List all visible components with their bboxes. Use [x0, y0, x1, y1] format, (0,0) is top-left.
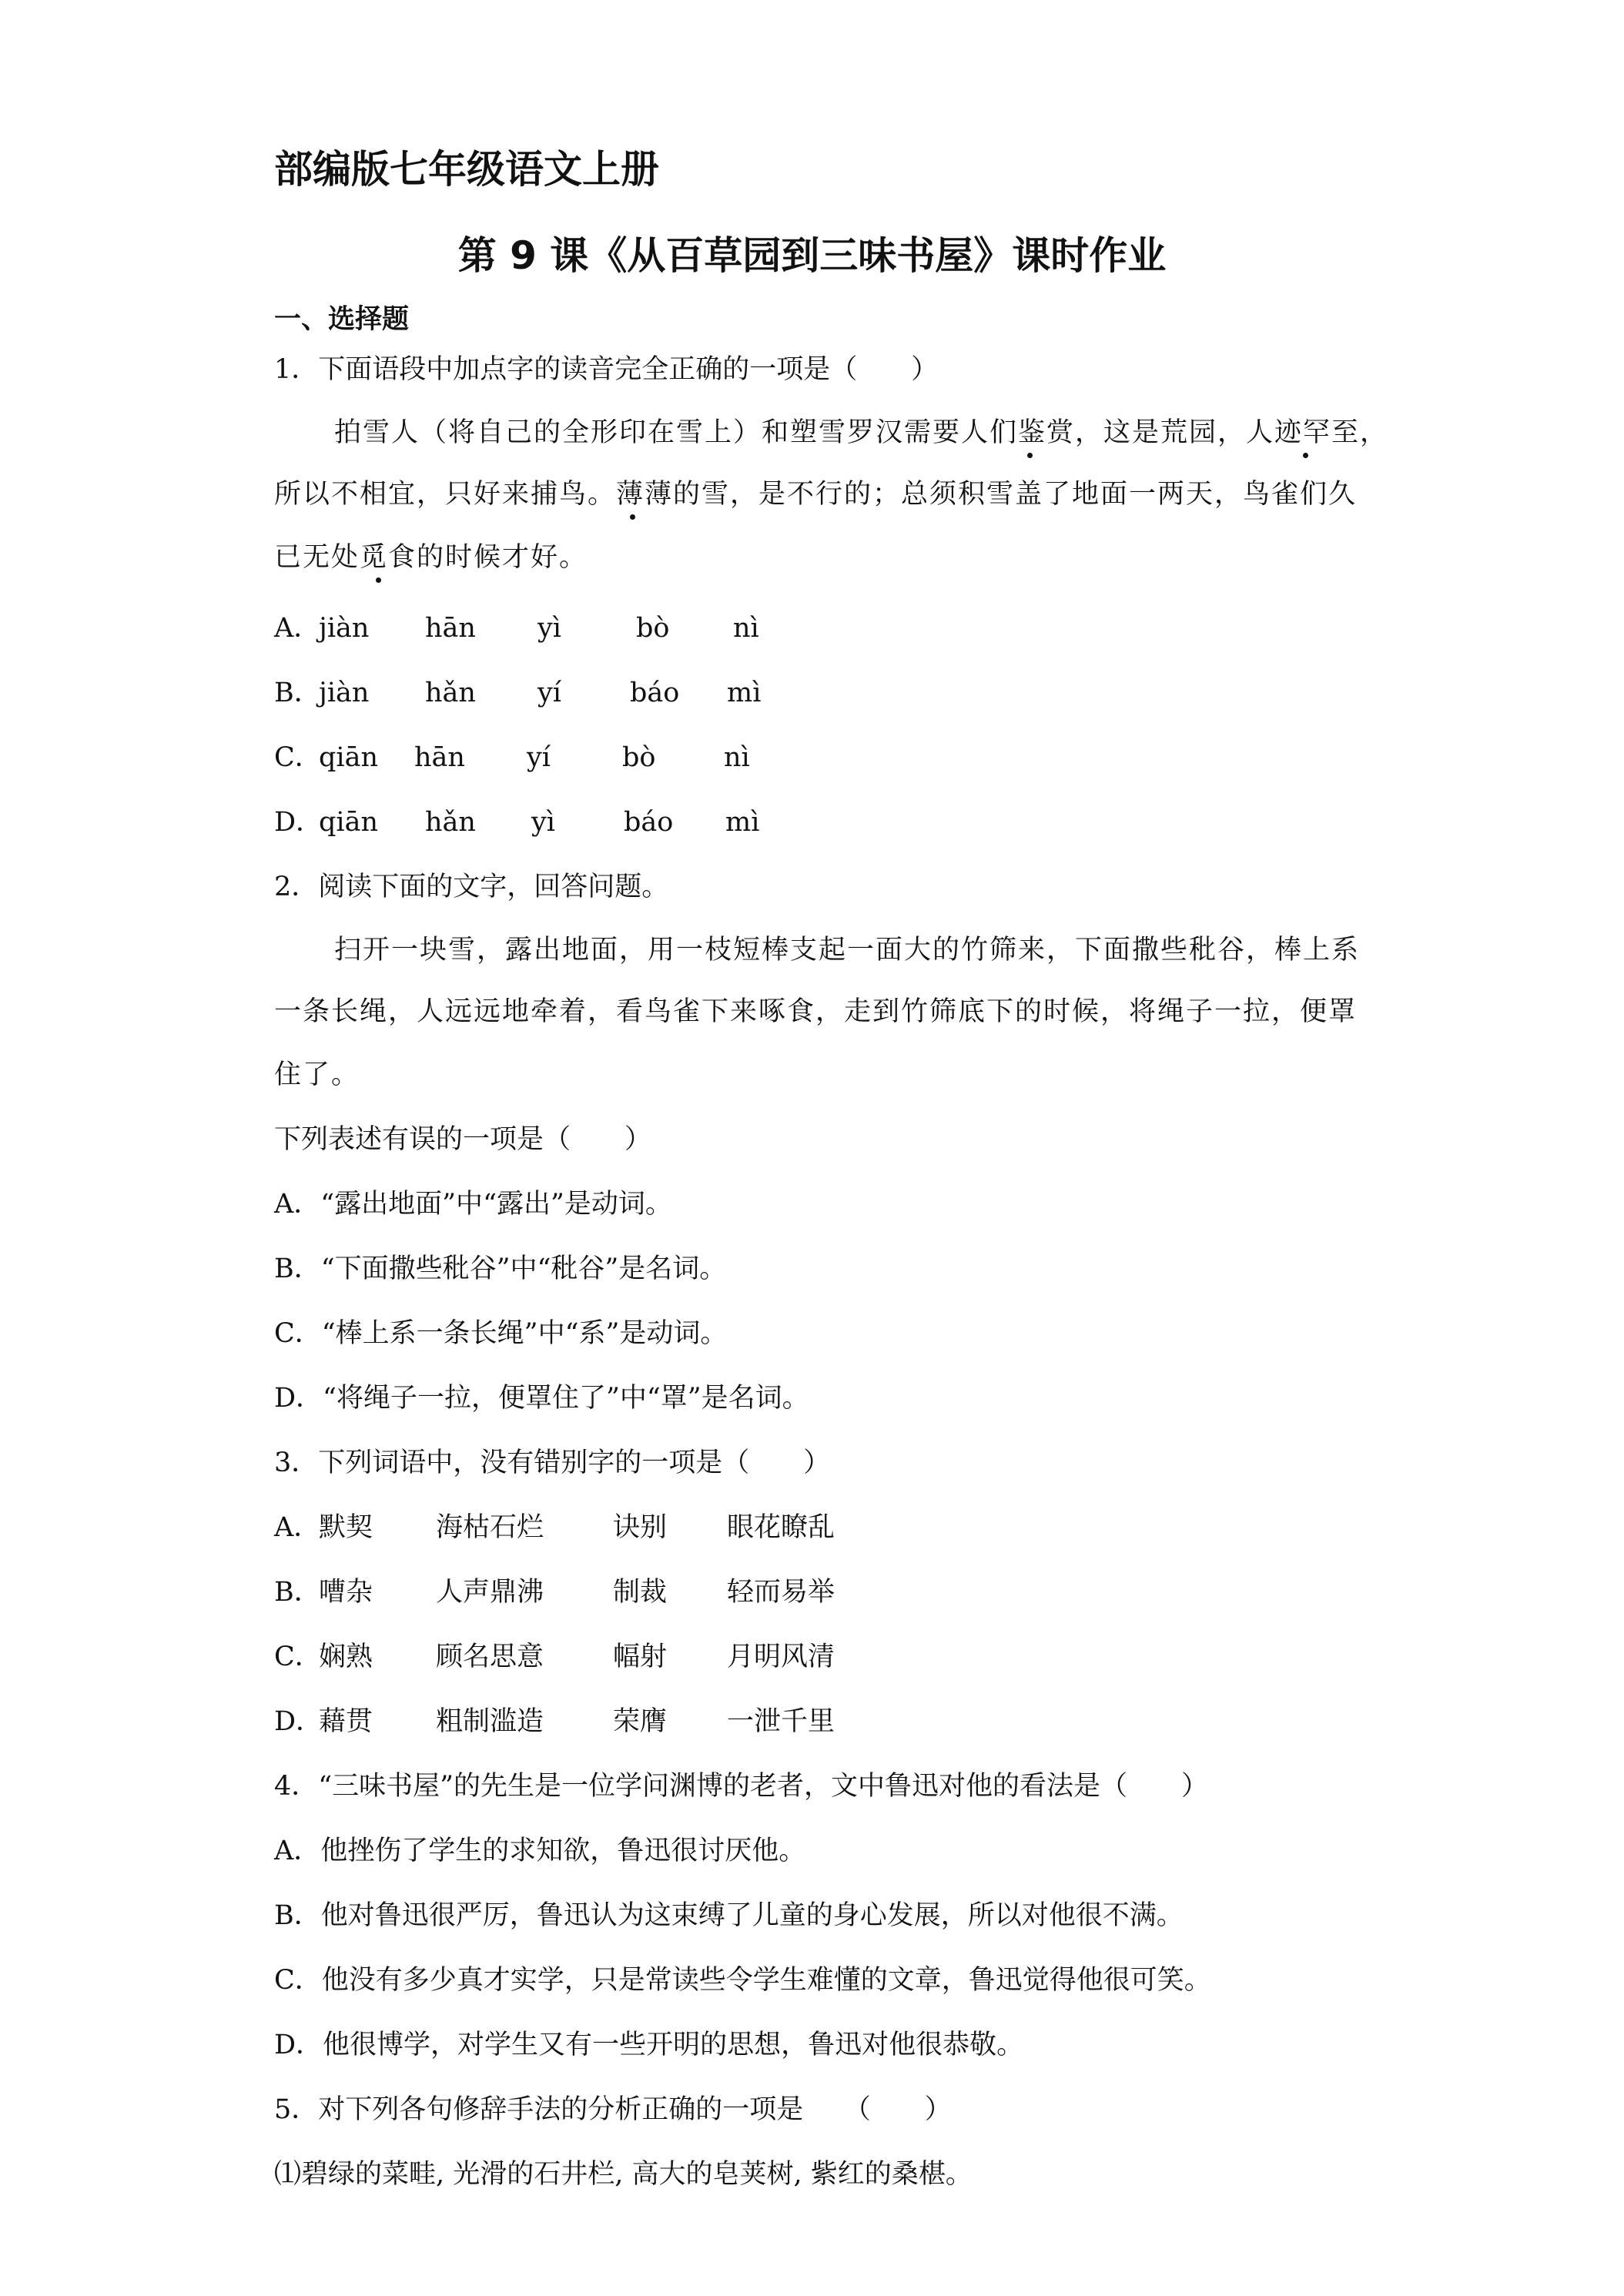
- option-item: báo: [624, 807, 674, 838]
- option-item: mì: [727, 678, 762, 708]
- option-item: hǎn: [425, 678, 476, 708]
- question-2-option-b: B．“下面撒些秕谷”中“秕谷”是名词。: [274, 1253, 727, 1284]
- question-4-option-a: A．他挫伤了学生的求知欲，鲁迅很讨厌他。: [274, 1836, 806, 1866]
- option-item: 默契: [319, 1512, 373, 1543]
- question-2-passage-line: 一条长绳，人远远地牵着，看鸟雀下来啄食，走到竹筛底下的时候，将绳子一拉，便罩: [274, 996, 1358, 1027]
- lesson-title: 第 9 课《从百草园到三味书屋》课时作业: [457, 233, 1167, 278]
- option-letter: B．: [274, 1577, 321, 1608]
- option-letter: C．: [274, 1642, 322, 1672]
- question-4-option-b: B．他对鲁迅很严厉，鲁迅认为这束缚了儿童的身心发展，所以对他很不满。: [274, 1900, 1184, 1931]
- question-1-passage-line: 已无处觅食的时候才好。: [274, 542, 588, 573]
- emphasis-dot: [1303, 453, 1308, 458]
- question-2-prompt: 下列表述有误的一项是（ ）: [274, 1124, 652, 1155]
- option-letter: D．: [274, 1706, 323, 1737]
- option-item: nì: [733, 613, 759, 644]
- option-item: 幅射: [613, 1642, 668, 1672]
- question-2-stem: 2．阅读下面的文字，回答问题。: [274, 872, 669, 902]
- option-item: 顾名思意: [436, 1642, 544, 1672]
- option-letter: C．: [274, 742, 322, 773]
- option-item: 人声鼎沸: [436, 1577, 544, 1608]
- question-1-passage-line: 拍雪人（将自己的全形印在雪上）和塑雪罗汉需要人们鉴赏，这是荒园，人迹罕至，: [334, 417, 1389, 448]
- section-heading: 一、选择题: [274, 304, 410, 335]
- question-2-passage-line: 扫开一块雪，露出地面，用一枝短棒支起一面大的竹筛来，下面撒些秕谷，棒上系: [334, 935, 1361, 966]
- question-2-option-c: C．“棒上系一条长绳”中“系”是动词。: [274, 1318, 728, 1349]
- question-1-stem: 1．下面语段中加点字的读音完全正确的一项是（ ）: [274, 354, 939, 385]
- option-item: mì: [725, 807, 760, 838]
- option-item: báo: [630, 678, 680, 708]
- option-item: 粗制滥造: [436, 1706, 544, 1737]
- document-title: 部编版七年级语文上册: [274, 147, 659, 192]
- emphasis-dot: [376, 577, 381, 583]
- option-item: yì: [531, 807, 555, 838]
- option-item: yí: [527, 742, 551, 773]
- question-1-passage-line: 所以不相宜，只好来捕鸟。薄薄的雪，是不行的；总须积雪盖了地面一两天，鸟雀们久: [274, 479, 1358, 510]
- option-item: jiàn: [319, 613, 370, 644]
- option-item: hǎn: [425, 807, 476, 838]
- option-item: 轻而易举: [727, 1577, 835, 1608]
- option-item: bò: [622, 742, 656, 773]
- question-4-option-d: D．他很博学，对学生又有一些开明的思想，鲁迅对他很恭敬。: [274, 2030, 1024, 2060]
- option-item: bò: [636, 613, 670, 644]
- option-letter: A．: [274, 1512, 321, 1543]
- option-item: 制裁: [613, 1577, 668, 1608]
- option-item: 诀别: [613, 1512, 668, 1543]
- option-item: hān: [425, 613, 476, 644]
- question-4-option-c: C．他没有多少真才实学，只是常读些令学生难懂的文章，鲁迅觉得他很可笑。: [274, 1965, 1211, 1996]
- option-item: 嘈杂: [319, 1577, 373, 1608]
- option-letter: A．: [274, 613, 321, 644]
- option-item: qiān: [319, 807, 379, 838]
- option-item: 藉贯: [319, 1706, 373, 1737]
- option-item: nì: [724, 742, 750, 773]
- option-item: 娴熟: [319, 1642, 373, 1672]
- option-item: qiān: [319, 742, 379, 773]
- emphasis-dot: [1027, 453, 1033, 458]
- option-letter: B．: [274, 678, 321, 708]
- question-4-stem: 4．“三味书屋”的先生是一位学问渊博的老者，文中鲁迅对他的看法是（ ）: [274, 1771, 1209, 1802]
- option-item: 荣膺: [613, 1706, 668, 1737]
- emphasis-dot: [630, 514, 635, 520]
- option-item: yí: [537, 678, 561, 708]
- option-item: 海枯石烂: [436, 1512, 544, 1543]
- option-item: 月明风清: [727, 1642, 835, 1672]
- question-2-passage-line: 住了。: [274, 1059, 360, 1090]
- question-2-option-a: A．“露出地面”中“露出”是动词。: [274, 1189, 672, 1220]
- option-item: 一泄千里: [727, 1706, 835, 1737]
- option-item: yì: [537, 613, 561, 644]
- question-5-stem: 5．对下列各句修辞手法的分析正确的一项是 （ ）: [274, 2094, 952, 2125]
- question-5-sentence: ⑴碧绿的菜畦, 光滑的石井栏, 高大的皂荚树, 紫红的桑椹。: [274, 2159, 973, 2190]
- option-letter: D．: [274, 807, 323, 838]
- option-item: jiàn: [319, 678, 370, 708]
- option-item: hān: [414, 742, 465, 773]
- question-3-stem: 3．下列词语中，没有错别字的一项是（ ）: [274, 1448, 831, 1478]
- question-2-option-d: D．“将绳子一拉，便罩住了”中“罩”是名词。: [274, 1383, 809, 1414]
- option-item: 眼花瞭乱: [727, 1512, 835, 1543]
